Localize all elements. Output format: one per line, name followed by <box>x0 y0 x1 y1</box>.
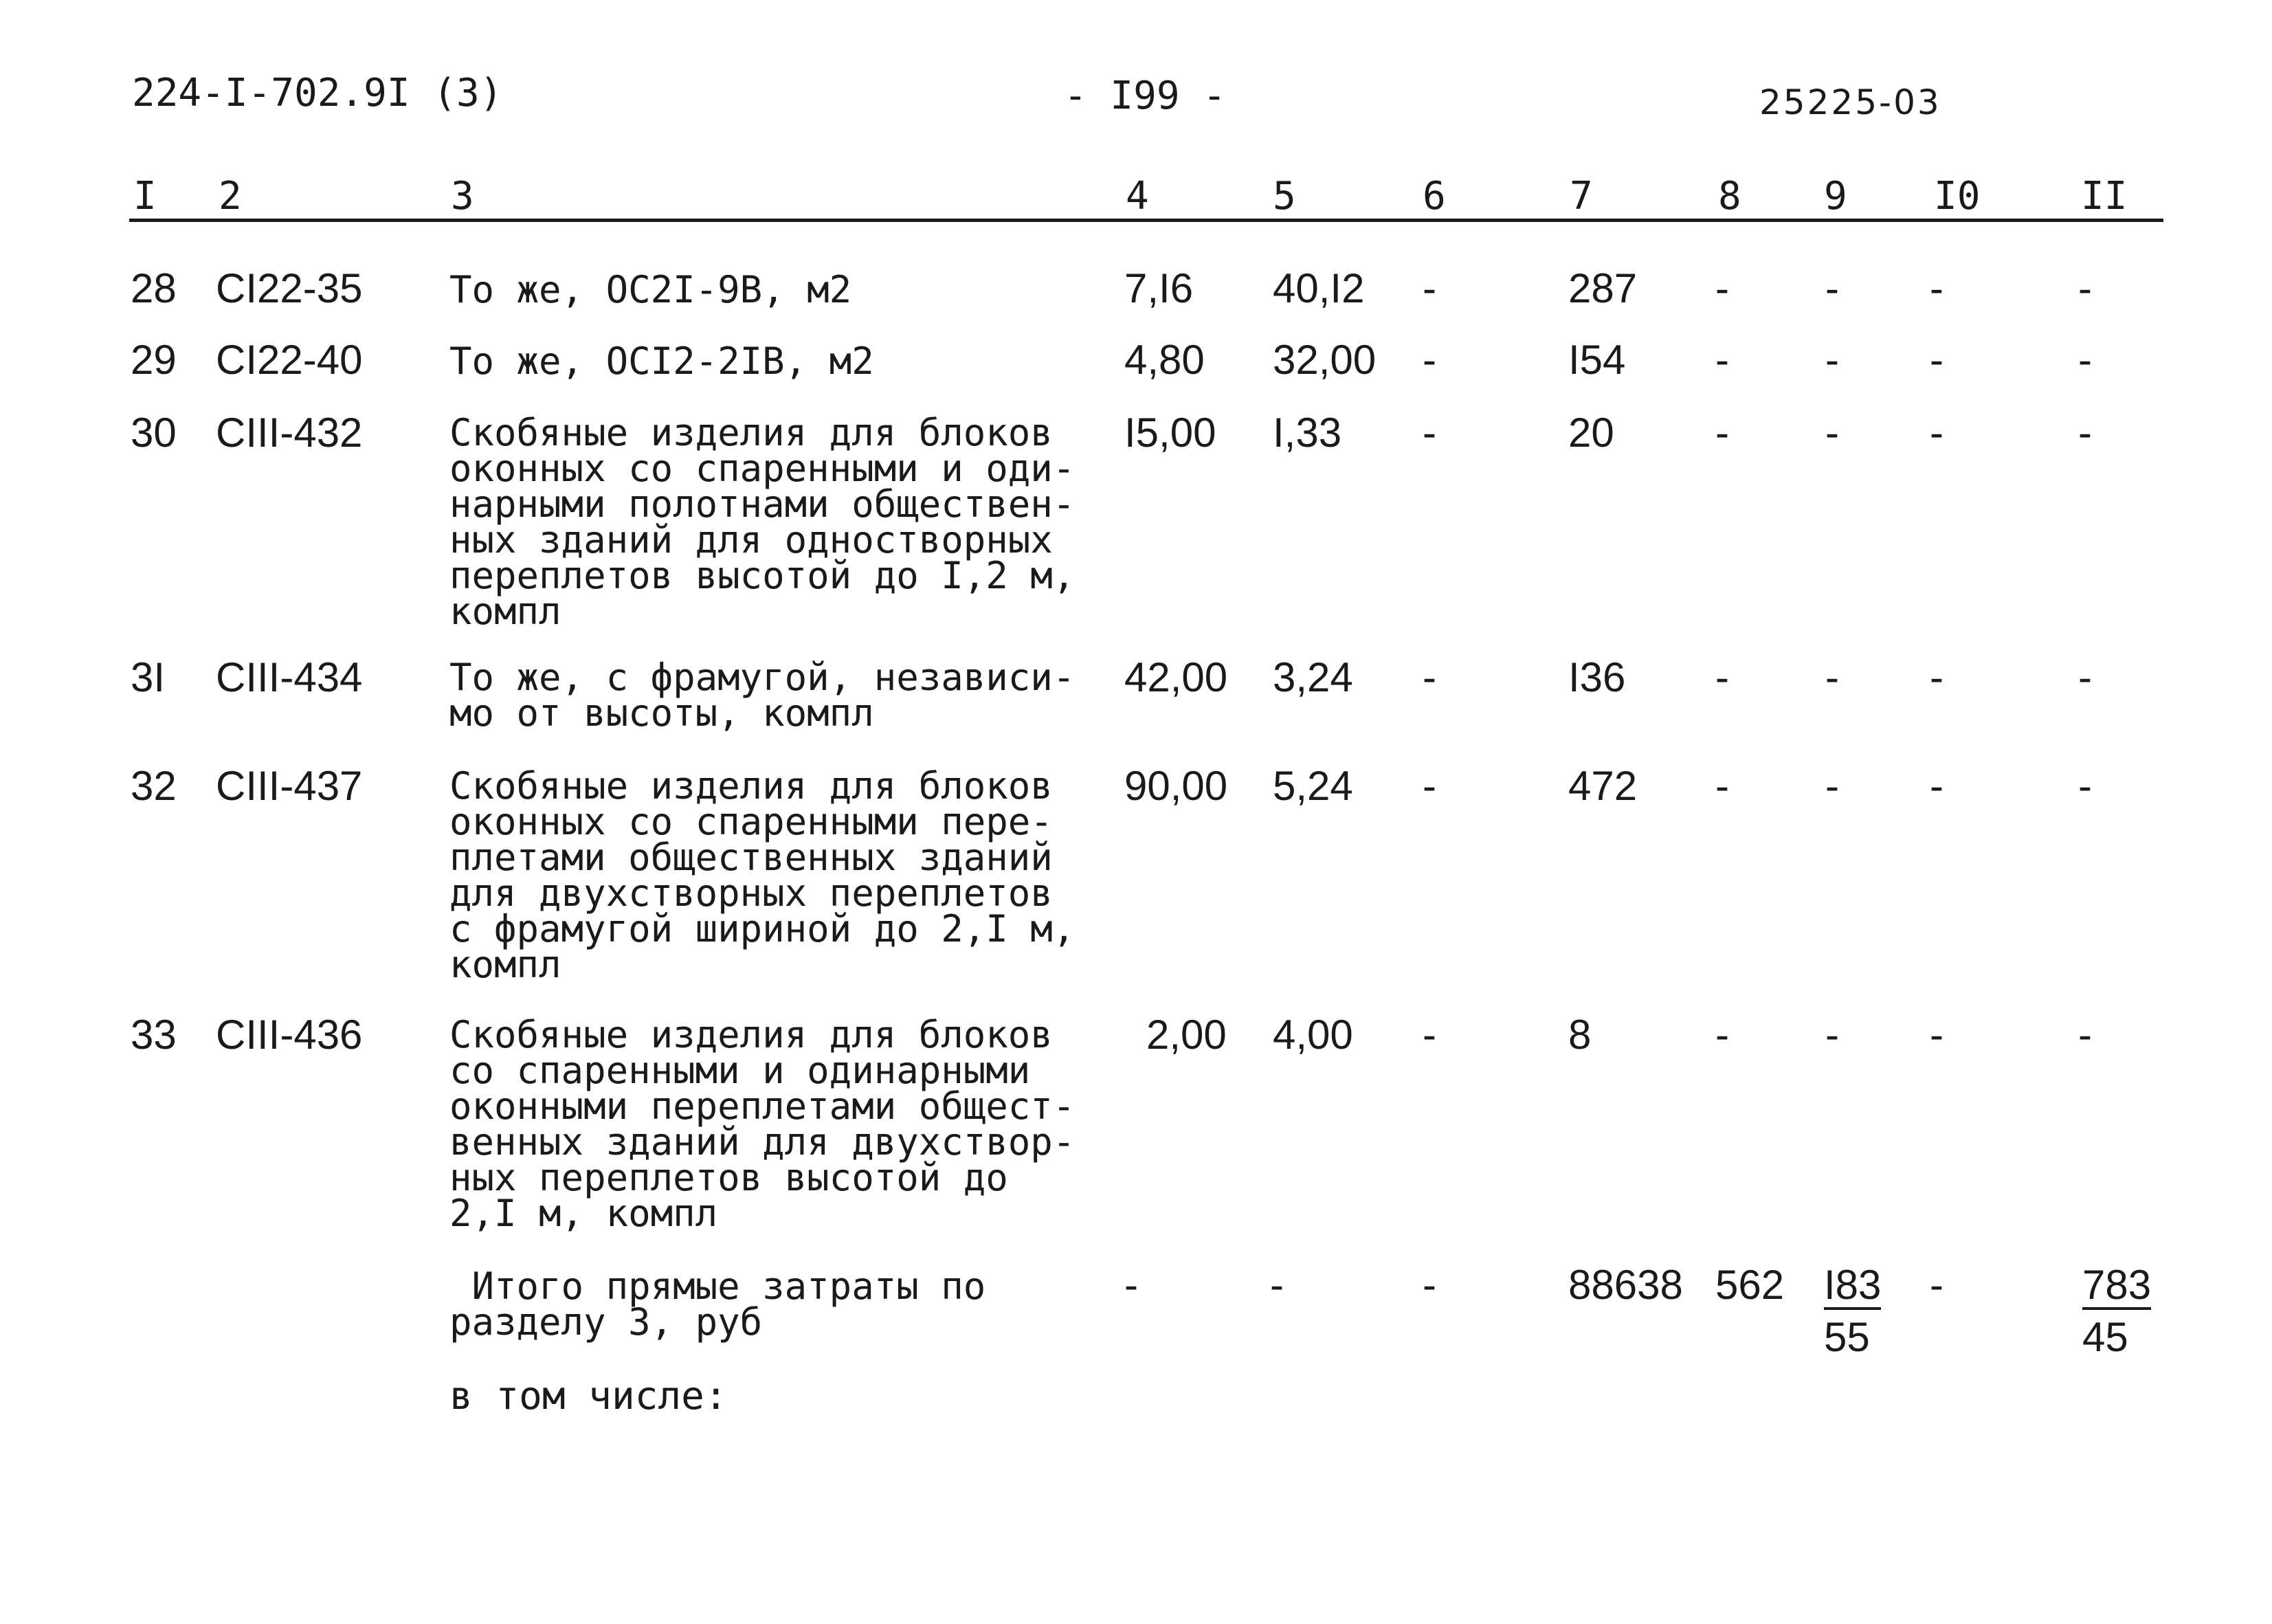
row-col-6: - <box>1423 265 1436 311</box>
row-col-10: - <box>1930 410 1944 456</box>
row-col-10: - <box>1930 337 1944 383</box>
row-col-7: 287 <box>1568 265 1638 311</box>
header-rule <box>129 219 2163 222</box>
row-col-8: - <box>1715 1012 1729 1058</box>
row-col-8: - <box>1715 410 1729 456</box>
row-col-7: I54 <box>1568 337 1626 383</box>
row-col-5: 40,I2 <box>1273 265 1365 311</box>
column-header-6: 6 <box>1423 174 1446 219</box>
row-col-6: - <box>1423 654 1436 700</box>
total-col-4: - <box>1124 1262 1138 1308</box>
row-col-6: - <box>1423 410 1436 456</box>
row-code: CIII-437 <box>216 763 363 809</box>
row-col-11: - <box>2078 1012 2092 1058</box>
row-col-7: I36 <box>1568 654 1626 700</box>
row-col-4: 90,00 <box>1124 763 1228 809</box>
total-col-5: - <box>1270 1262 1284 1308</box>
row-description: То же, OCI2-2IB, м2 <box>449 340 874 383</box>
column-header-11: II <box>2081 174 2128 219</box>
total-col-8: 562 <box>1715 1262 1785 1308</box>
row-col-10: - <box>1930 763 1944 809</box>
row-description: Скобяные изделия для блоков оконных со спаренными и оди- нарными полотнами обществен- ных зданий для одностворных переплетов высотой до I,2 м, компл <box>449 411 1076 633</box>
total-col-10: - <box>1930 1262 1944 1308</box>
total-col-9-numerator: I83 <box>1824 1265 1881 1310</box>
row-col-9: - <box>1825 410 1839 456</box>
column-header-7: 7 <box>1570 174 1593 219</box>
column-header-4: 4 <box>1126 174 1149 219</box>
row-col-4: 7,I6 <box>1124 265 1194 311</box>
total-col-7: 88638 <box>1568 1262 1683 1308</box>
row-number: 30 <box>131 410 177 456</box>
column-header-1: I <box>133 174 157 219</box>
column-header-5: 5 <box>1273 174 1296 219</box>
row-code: CIII-432 <box>216 410 363 456</box>
row-col-7: 472 <box>1568 763 1638 809</box>
row-col-11: - <box>2078 337 2092 383</box>
row-col-4: 42,00 <box>1124 654 1228 700</box>
row-col-11: - <box>2078 265 2092 311</box>
row-col-11: - <box>2078 654 2092 700</box>
row-col-4: 4,80 <box>1124 337 1205 383</box>
column-header-9: 9 <box>1824 174 1847 219</box>
column-header-8: 8 <box>1718 174 1741 219</box>
total-col-9-denominator: 55 <box>1824 1314 1870 1360</box>
row-number: 32 <box>131 763 177 809</box>
row-col-6: - <box>1423 337 1436 383</box>
row-col-7: 8 <box>1568 1012 1592 1058</box>
row-col-10: - <box>1930 265 1944 311</box>
document-code: 224-I-702.9I (3) <box>132 71 503 115</box>
row-col-10: - <box>1930 1012 1944 1058</box>
row-col-10: - <box>1930 654 1944 700</box>
row-col-11: - <box>2078 410 2092 456</box>
row-number: 3I <box>131 654 166 700</box>
row-col-9: - <box>1825 1012 1839 1058</box>
row-code: CIII-436 <box>216 1012 363 1058</box>
archive-stamp: 25225-03 <box>1759 82 1941 122</box>
row-col-9: - <box>1825 763 1839 809</box>
column-header-10: I0 <box>1934 174 1981 219</box>
row-col-6: - <box>1423 763 1436 809</box>
column-header-2: 2 <box>219 174 242 219</box>
row-col-8: - <box>1715 763 1729 809</box>
row-description: То же, OC2I-9B, м2 <box>449 268 852 311</box>
row-description: Скобяные изделия для блоков со спаренными и одинарными оконными переплетами общест- венных зданий для двухствор- ных переплетов высотой до 2,I м, компл <box>449 1013 1076 1235</box>
row-col-9: - <box>1825 337 1839 383</box>
row-col-5: I,33 <box>1273 410 1342 456</box>
row-col-6: - <box>1423 1012 1436 1058</box>
row-col-5: 32,00 <box>1273 337 1377 383</box>
row-col-11: - <box>2078 763 2092 809</box>
row-number: 28 <box>131 265 177 311</box>
total-col-11-numerator: 783 <box>2082 1265 2151 1310</box>
row-col-9: - <box>1825 265 1839 311</box>
row-col-9: - <box>1825 654 1839 700</box>
total-col-11-denominator: 45 <box>2082 1314 2128 1360</box>
row-description: То же, с фрамугой, независи- мо от высоты, компл <box>449 656 1076 735</box>
total-col-6: - <box>1423 1262 1436 1308</box>
column-header-3: 3 <box>451 174 474 219</box>
row-number: 33 <box>131 1012 177 1058</box>
row-col-5: 4,00 <box>1273 1012 1353 1058</box>
row-col-8: - <box>1715 337 1729 383</box>
row-description: Скобяные изделия для блоков оконных со спаренными пере- плетами общественных зданий для двухстворных переплетов с фрамугой шириной до 2,I м, компл <box>449 764 1076 986</box>
row-col-8: - <box>1715 265 1729 311</box>
row-col-4: 2,00 <box>1146 1012 1227 1058</box>
row-col-7: 20 <box>1568 410 1614 456</box>
including-label: в том числе: <box>449 1374 728 1419</box>
row-number: 29 <box>131 337 177 383</box>
row-col-5: 3,24 <box>1273 654 1353 700</box>
row-code: CI22-35 <box>216 265 363 311</box>
row-col-4: I5,00 <box>1124 410 1216 456</box>
row-col-5: 5,24 <box>1273 763 1353 809</box>
row-code: CIII-434 <box>216 654 363 700</box>
row-code: CI22-40 <box>216 337 363 383</box>
row-col-8: - <box>1715 654 1729 700</box>
total-label: Итого прямые затраты по разделу 3, руб <box>449 1265 986 1344</box>
page-number: - I99 - <box>1064 74 1227 118</box>
